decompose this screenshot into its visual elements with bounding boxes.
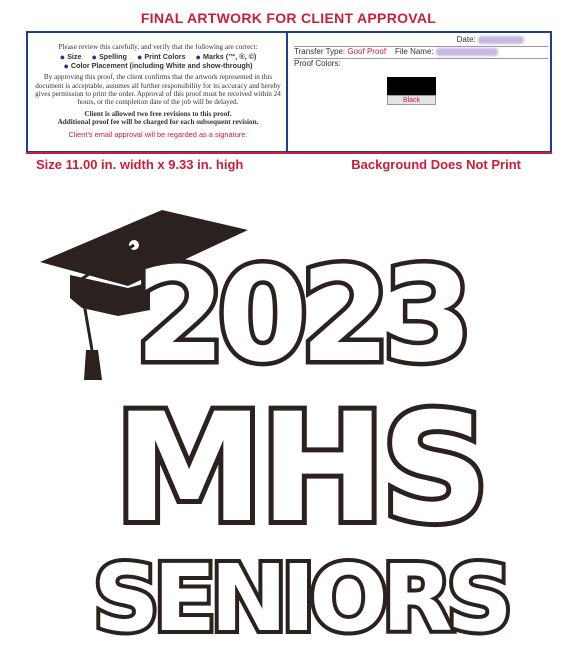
file-label: File Name: (394, 47, 434, 56)
redacted-file-name (436, 48, 498, 56)
fee-text: Additional proof fee will be charged for each subsequent revision. (57, 118, 259, 127)
page-title: FINAL ARTWORK FOR CLIENT APPROVAL (140, 10, 437, 26)
panel-divider (286, 33, 288, 151)
artwork-seniors: SENIORS (93, 545, 507, 648)
intro-text: Please review this carefully, and verify that the following are correct: (58, 43, 258, 51)
transfer-row (294, 47, 548, 58)
checklist-item: ● Print Colors (136, 52, 186, 63)
bullet-icon: ● (63, 60, 69, 71)
transfer-value: Goof Proof (347, 47, 387, 56)
colors-row (294, 58, 548, 70)
checklist-item: ● Marks (™, ®, ©) (195, 52, 257, 63)
bullet-icon: ● (59, 52, 66, 63)
color-swatch (387, 77, 436, 95)
revisions-text: Client is allowed two free revisions to this proof. (84, 109, 232, 118)
color-swatch-label: Black (387, 95, 436, 105)
artwork-canvas (0, 190, 577, 648)
bullet-icon: ● (91, 52, 97, 63)
checklist-item: ● Size (59, 52, 82, 63)
transfer-label: Transfer Type: (294, 47, 346, 56)
artwork-year: 2023 (135, 239, 465, 391)
colors-label: Proof Colors: (294, 59, 341, 68)
bullet-icon: ● (195, 52, 201, 63)
bullet-icon: ● (136, 52, 143, 63)
date-row (294, 35, 548, 47)
proof-instructions (34, 43, 282, 139)
date-label: Date: (456, 35, 476, 44)
proof-details (294, 35, 548, 104)
background-note: Background Does Not Print (351, 157, 521, 172)
redacted-date (478, 36, 524, 44)
checklist (34, 53, 282, 70)
signature-note: Client's email approval will be regarded as a signature. (68, 129, 248, 139)
artwork-school: MHS (114, 382, 486, 556)
proof-approval-panel (26, 31, 552, 153)
divider-line (26, 152, 552, 154)
checklist-item: ● Spelling (91, 52, 127, 63)
agreement-text: By approving this proof, the client confirms that the artwork represented in this document is acceptable, assumes all further responsibility for its accuracy and hereby gives permission to print the order. Approval of this proof must be received within 24 hours, or the completion date of the job will be delayed. (35, 73, 281, 107)
artwork-size: Size 11.00 in. width x 9.33 in. high (36, 157, 244, 172)
checklist-item: ● Color Placement (including White and show-through) (63, 60, 253, 71)
